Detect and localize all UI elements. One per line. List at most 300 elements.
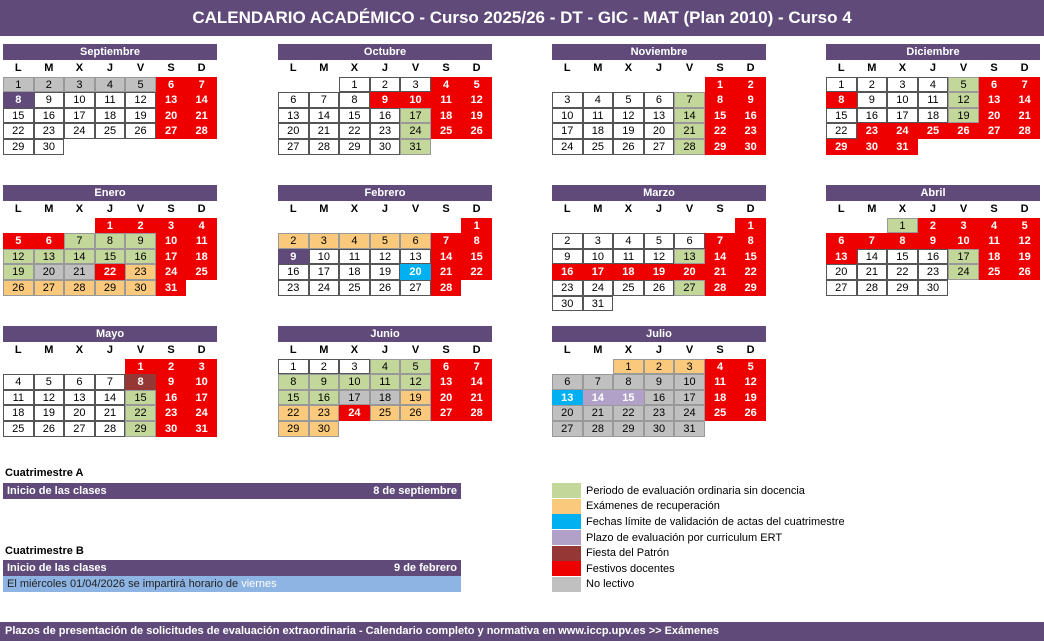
day-cell: 16 <box>857 108 888 124</box>
day-cell: 25 <box>613 280 644 296</box>
day-cell: 24 <box>64 123 95 139</box>
day-cell: 8 <box>826 92 857 108</box>
day-cell: 5 <box>461 77 492 93</box>
day-cell: 6 <box>979 77 1010 93</box>
month-days <box>552 61 766 155</box>
day-cell: 13 <box>674 249 705 265</box>
day-cell: 10 <box>887 92 918 108</box>
month-header: Febrero <box>278 185 492 201</box>
weekday-header: D <box>1020 203 1029 215</box>
day-cell: 5 <box>125 77 156 93</box>
day-cell: 1 <box>613 359 644 375</box>
day-cell: 11 <box>583 108 614 124</box>
day-cell: 29 <box>339 139 370 155</box>
day-cell: 29 <box>613 421 644 437</box>
day-cell: 24 <box>309 280 340 296</box>
day-cell: 28 <box>95 421 126 437</box>
empty-cell <box>552 77 583 93</box>
weekday-header: M <box>593 62 603 74</box>
day-cell: 14 <box>705 249 736 265</box>
day-cell: 6 <box>431 359 462 375</box>
empty-cell <box>186 280 217 296</box>
empty-cell <box>644 218 675 234</box>
weekday-header: V <box>411 344 420 356</box>
day-cell: 11 <box>186 233 217 249</box>
empty-cell <box>400 218 431 234</box>
day-cell: 14 <box>1009 92 1040 108</box>
weekday-header: J <box>106 62 114 74</box>
day-cell: 1 <box>887 218 918 234</box>
day-cell: 2 <box>34 77 65 93</box>
day-cell: 31 <box>186 421 217 437</box>
day-cell: 26 <box>3 280 34 296</box>
day-cell: 9 <box>644 374 675 390</box>
day-cell: 26 <box>400 405 431 421</box>
day-cell: 28 <box>674 139 705 155</box>
day-cell: 18 <box>339 264 370 280</box>
day-cell: 13 <box>156 92 187 108</box>
empty-cell <box>370 218 401 234</box>
cuatrimestre-a-inicio <box>3 483 461 499</box>
day-cell: 30 <box>857 139 888 155</box>
day-cell: 30 <box>156 421 187 437</box>
day-cell: 20 <box>278 123 309 139</box>
weekday-header: S <box>442 344 450 356</box>
weekday-header: D <box>1020 62 1029 74</box>
day-cell: 1 <box>278 359 309 375</box>
day-cell: 15 <box>735 249 766 265</box>
inicio-fecha: 8 de septiembre <box>373 485 457 497</box>
day-cell: 11 <box>613 249 644 265</box>
weekday-header: J <box>929 62 937 74</box>
day-cell: 13 <box>552 390 583 406</box>
day-cell: 26 <box>948 123 979 139</box>
day-cell: 18 <box>95 108 126 124</box>
day-cell: 24 <box>948 264 979 280</box>
month-days <box>552 343 766 437</box>
day-cell: 17 <box>948 249 979 265</box>
day-cell: 8 <box>278 374 309 390</box>
weekday-header: J <box>381 344 389 356</box>
day-cell: 16 <box>278 264 309 280</box>
day-cell: 19 <box>125 108 156 124</box>
weekday-header: D <box>472 203 481 215</box>
day-cell: 16 <box>644 390 675 406</box>
day-cell: 15 <box>461 249 492 265</box>
day-cell: 12 <box>400 374 431 390</box>
day-cell: 24 <box>674 405 705 421</box>
day-cell: 12 <box>370 249 401 265</box>
day-cell: 15 <box>278 390 309 406</box>
day-cell: 7 <box>1009 77 1040 93</box>
day-cell: 6 <box>278 92 309 108</box>
empty-cell <box>339 421 370 437</box>
day-cell: 27 <box>278 139 309 155</box>
day-cell: 3 <box>156 218 187 234</box>
legend-label: No lectivo <box>586 578 635 591</box>
day-cell: 21 <box>583 405 614 421</box>
day-cell: 10 <box>400 92 431 108</box>
day-cell: 13 <box>644 108 675 124</box>
day-cell: 16 <box>156 390 187 406</box>
day-cell: 4 <box>583 92 614 108</box>
day-cell: 22 <box>278 405 309 421</box>
legend-swatch <box>552 514 581 529</box>
weekday-header: S <box>167 203 175 215</box>
day-cell: 18 <box>370 390 401 406</box>
day-cell: 14 <box>583 390 614 406</box>
day-cell: 18 <box>705 390 736 406</box>
weekday-header: S <box>716 344 724 356</box>
day-cell: 3 <box>583 233 614 249</box>
day-cell: 20 <box>644 123 675 139</box>
weekday-header: J <box>929 203 937 215</box>
empty-cell <box>95 359 126 375</box>
day-cell: 9 <box>125 233 156 249</box>
note-highlight: viernes <box>241 578 277 590</box>
weekday-header: D <box>197 203 206 215</box>
day-cell: 1 <box>3 77 34 93</box>
day-cell: 25 <box>186 264 217 280</box>
day-cell: 19 <box>34 405 65 421</box>
legend-item <box>552 499 845 515</box>
weekday-header: L <box>563 344 571 356</box>
day-cell: 21 <box>461 390 492 406</box>
weekday-header: X <box>75 62 84 74</box>
inicio-label: Inicio de las clases <box>7 485 107 497</box>
day-cell: 18 <box>583 123 614 139</box>
day-cell: 25 <box>918 123 949 139</box>
day-cell: 22 <box>705 123 736 139</box>
day-cell: 21 <box>186 108 217 124</box>
day-cell: 5 <box>613 92 644 108</box>
day-cell: 9 <box>918 233 949 249</box>
day-cell: 27 <box>34 280 65 296</box>
day-cell: 7 <box>186 77 217 93</box>
day-cell: 2 <box>125 218 156 234</box>
empty-cell <box>583 218 614 234</box>
day-cell: 18 <box>979 249 1010 265</box>
day-cell: 17 <box>583 264 614 280</box>
day-cell: 22 <box>613 405 644 421</box>
day-cell: 21 <box>309 123 340 139</box>
weekday-header: J <box>655 344 663 356</box>
day-cell: 7 <box>64 233 95 249</box>
day-cell: 17 <box>552 123 583 139</box>
day-cell: 29 <box>887 280 918 296</box>
cuatrimestre-b-label: Cuatrimestre B <box>5 545 84 557</box>
day-cell: 2 <box>309 359 340 375</box>
month-days <box>3 202 217 296</box>
weekday-header: J <box>106 203 114 215</box>
day-cell: 8 <box>125 374 156 390</box>
day-cell: 19 <box>948 108 979 124</box>
day-cell: 16 <box>370 108 401 124</box>
day-cell: 30 <box>918 280 949 296</box>
month-days <box>3 61 217 155</box>
weekday-header: L <box>289 344 297 356</box>
day-cell: 22 <box>887 264 918 280</box>
weekday-header: S <box>716 62 724 74</box>
day-cell: 19 <box>1009 249 1040 265</box>
day-cell: 14 <box>64 249 95 265</box>
month-header: Mayo <box>3 326 217 342</box>
day-cell: 23 <box>156 405 187 421</box>
day-cell: 30 <box>125 280 156 296</box>
day-cell: 30 <box>644 421 675 437</box>
day-cell: 2 <box>918 218 949 234</box>
day-cell: 30 <box>34 139 65 155</box>
legend-swatch <box>552 499 581 514</box>
month-mayo <box>3 326 217 437</box>
day-cell: 27 <box>400 280 431 296</box>
empty-cell <box>613 296 644 312</box>
month-header: Enero <box>3 185 217 201</box>
month-days <box>826 202 1040 296</box>
day-cell: 5 <box>400 359 431 375</box>
day-cell: 20 <box>34 264 65 280</box>
day-cell: 26 <box>735 405 766 421</box>
empty-cell <box>674 77 705 93</box>
day-cell: 22 <box>125 405 156 421</box>
legend-item <box>552 483 845 499</box>
day-cell: 13 <box>34 249 65 265</box>
legend-swatch <box>552 530 581 545</box>
empty-cell <box>705 218 736 234</box>
day-cell: 23 <box>918 264 949 280</box>
day-cell: 15 <box>125 390 156 406</box>
day-cell: 7 <box>583 374 614 390</box>
day-cell: 14 <box>857 249 888 265</box>
day-cell: 26 <box>461 123 492 139</box>
day-cell: 11 <box>339 249 370 265</box>
day-cell: 6 <box>826 233 857 249</box>
legend-swatch <box>552 577 581 592</box>
day-cell: 9 <box>156 374 187 390</box>
day-cell: 10 <box>339 374 370 390</box>
day-cell: 4 <box>705 359 736 375</box>
day-cell: 8 <box>461 233 492 249</box>
day-cell: 21 <box>674 123 705 139</box>
weekday-header: D <box>197 344 206 356</box>
weekday-header: J <box>381 203 389 215</box>
day-cell: 13 <box>400 249 431 265</box>
empty-cell <box>125 139 156 155</box>
empty-cell <box>583 359 614 375</box>
day-cell: 16 <box>34 108 65 124</box>
weekday-header: M <box>44 344 54 356</box>
weekday-header: M <box>44 203 54 215</box>
day-cell: 25 <box>370 405 401 421</box>
day-cell: 26 <box>34 421 65 437</box>
weekday-header: V <box>959 62 968 74</box>
weekday-header: L <box>289 62 297 74</box>
empty-cell <box>64 139 95 155</box>
weekday-header: X <box>350 344 359 356</box>
weekday-header: J <box>381 62 389 74</box>
day-cell: 7 <box>95 374 126 390</box>
day-cell: 14 <box>95 390 126 406</box>
day-cell: 18 <box>431 108 462 124</box>
day-cell: 18 <box>186 249 217 265</box>
weekday-header: M <box>593 344 603 356</box>
day-cell: 31 <box>156 280 187 296</box>
day-cell: 1 <box>95 218 126 234</box>
day-cell: 4 <box>186 218 217 234</box>
day-cell: 10 <box>64 92 95 108</box>
weekday-header: M <box>867 203 877 215</box>
month-days <box>278 343 492 437</box>
day-cell: 25 <box>583 139 614 155</box>
day-cell: 24 <box>583 280 614 296</box>
day-cell: 3 <box>186 359 217 375</box>
day-cell: 22 <box>3 123 34 139</box>
day-cell: 5 <box>34 374 65 390</box>
day-cell: 12 <box>125 92 156 108</box>
weekday-header: S <box>442 203 450 215</box>
day-cell: 1 <box>735 218 766 234</box>
weekday-header: V <box>959 203 968 215</box>
day-cell: 19 <box>735 390 766 406</box>
legend-label: Fiesta del Patrón <box>586 547 670 560</box>
day-cell: 20 <box>979 108 1010 124</box>
day-cell: 5 <box>644 233 675 249</box>
day-cell: 26 <box>370 280 401 296</box>
weekday-header: L <box>837 62 845 74</box>
day-cell: 28 <box>431 280 462 296</box>
weekday-header: S <box>990 62 998 74</box>
empty-cell <box>95 139 126 155</box>
month-septiembre <box>3 44 217 155</box>
day-cell: 27 <box>431 405 462 421</box>
weekday-header: L <box>837 203 845 215</box>
legend-swatch <box>552 546 581 561</box>
note-text: El miércoles 01/04/2026 se impartirá horario de <box>7 578 242 590</box>
day-cell: 9 <box>309 374 340 390</box>
day-cell: 28 <box>583 421 614 437</box>
day-cell: 17 <box>186 390 217 406</box>
empty-cell <box>3 359 34 375</box>
month-marzo <box>552 185 766 311</box>
empty-cell <box>735 421 766 437</box>
weekday-header: X <box>75 203 84 215</box>
day-cell: 5 <box>948 77 979 93</box>
day-cell: 6 <box>674 233 705 249</box>
day-cell: 15 <box>613 390 644 406</box>
empty-cell <box>857 218 888 234</box>
day-cell: 10 <box>156 233 187 249</box>
day-cell: 10 <box>552 108 583 124</box>
day-cell: 8 <box>613 374 644 390</box>
page-title: CALENDARIO ACADÉMICO - Curso 2025/26 - DT - GIC - MAT (Plan 2010) - Curso 4 <box>0 0 1044 36</box>
day-cell: 16 <box>309 390 340 406</box>
weekday-header: X <box>624 62 633 74</box>
day-cell: 23 <box>125 264 156 280</box>
legend-label: Fechas límite de validación de actas del cuatrimestre <box>586 515 845 528</box>
empty-cell <box>64 218 95 234</box>
weekday-header: V <box>685 203 694 215</box>
empty-cell <box>826 218 857 234</box>
legend-item <box>552 577 845 593</box>
weekday-header: S <box>990 203 998 215</box>
legend-item <box>552 514 845 530</box>
day-cell: 28 <box>186 123 217 139</box>
day-cell: 4 <box>370 359 401 375</box>
day-cell: 24 <box>339 405 370 421</box>
weekday-header: M <box>44 62 54 74</box>
day-cell: 27 <box>826 280 857 296</box>
empty-cell <box>979 139 1010 155</box>
day-cell: 3 <box>400 77 431 93</box>
day-cell: 12 <box>1009 233 1040 249</box>
weekday-header: V <box>136 62 145 74</box>
day-cell: 21 <box>857 264 888 280</box>
day-cell: 29 <box>125 421 156 437</box>
month-days <box>552 202 766 311</box>
day-cell: 10 <box>309 249 340 265</box>
empty-cell <box>34 359 65 375</box>
day-cell: 13 <box>431 374 462 390</box>
weekday-header: L <box>289 203 297 215</box>
empty-cell <box>705 421 736 437</box>
empty-cell <box>186 139 217 155</box>
day-cell: 26 <box>613 139 644 155</box>
day-cell: 26 <box>644 280 675 296</box>
day-cell: 26 <box>1009 264 1040 280</box>
day-cell: 23 <box>644 405 675 421</box>
day-cell: 21 <box>64 264 95 280</box>
month-febrero <box>278 185 492 296</box>
empty-cell <box>948 139 979 155</box>
day-cell: 8 <box>339 92 370 108</box>
day-cell: 20 <box>156 108 187 124</box>
day-cell: 8 <box>95 233 126 249</box>
day-cell: 4 <box>431 77 462 93</box>
empty-cell <box>461 139 492 155</box>
day-cell: 8 <box>735 233 766 249</box>
day-cell: 19 <box>3 264 34 280</box>
day-cell: 3 <box>887 77 918 93</box>
legend-item <box>552 561 845 577</box>
day-cell: 12 <box>948 92 979 108</box>
day-cell: 27 <box>64 421 95 437</box>
day-cell: 28 <box>64 280 95 296</box>
day-cell: 6 <box>400 233 431 249</box>
day-cell: 10 <box>948 233 979 249</box>
day-cell: 29 <box>705 139 736 155</box>
day-cell: 7 <box>674 92 705 108</box>
day-cell: 17 <box>887 108 918 124</box>
day-cell: 2 <box>552 233 583 249</box>
day-cell: 23 <box>370 123 401 139</box>
weekday-header: X <box>898 62 907 74</box>
day-cell: 15 <box>3 108 34 124</box>
day-cell: 9 <box>370 92 401 108</box>
weekday-header: V <box>411 62 420 74</box>
day-cell: 19 <box>370 264 401 280</box>
legend-item <box>552 530 845 546</box>
day-cell: 3 <box>64 77 95 93</box>
day-cell: 28 <box>1009 123 1040 139</box>
empty-cell <box>461 421 492 437</box>
day-cell: 16 <box>125 249 156 265</box>
day-cell: 8 <box>705 92 736 108</box>
day-cell: 3 <box>948 218 979 234</box>
month-days <box>278 61 492 155</box>
day-cell: 29 <box>278 421 309 437</box>
weekday-header: S <box>167 62 175 74</box>
day-cell: 15 <box>887 249 918 265</box>
